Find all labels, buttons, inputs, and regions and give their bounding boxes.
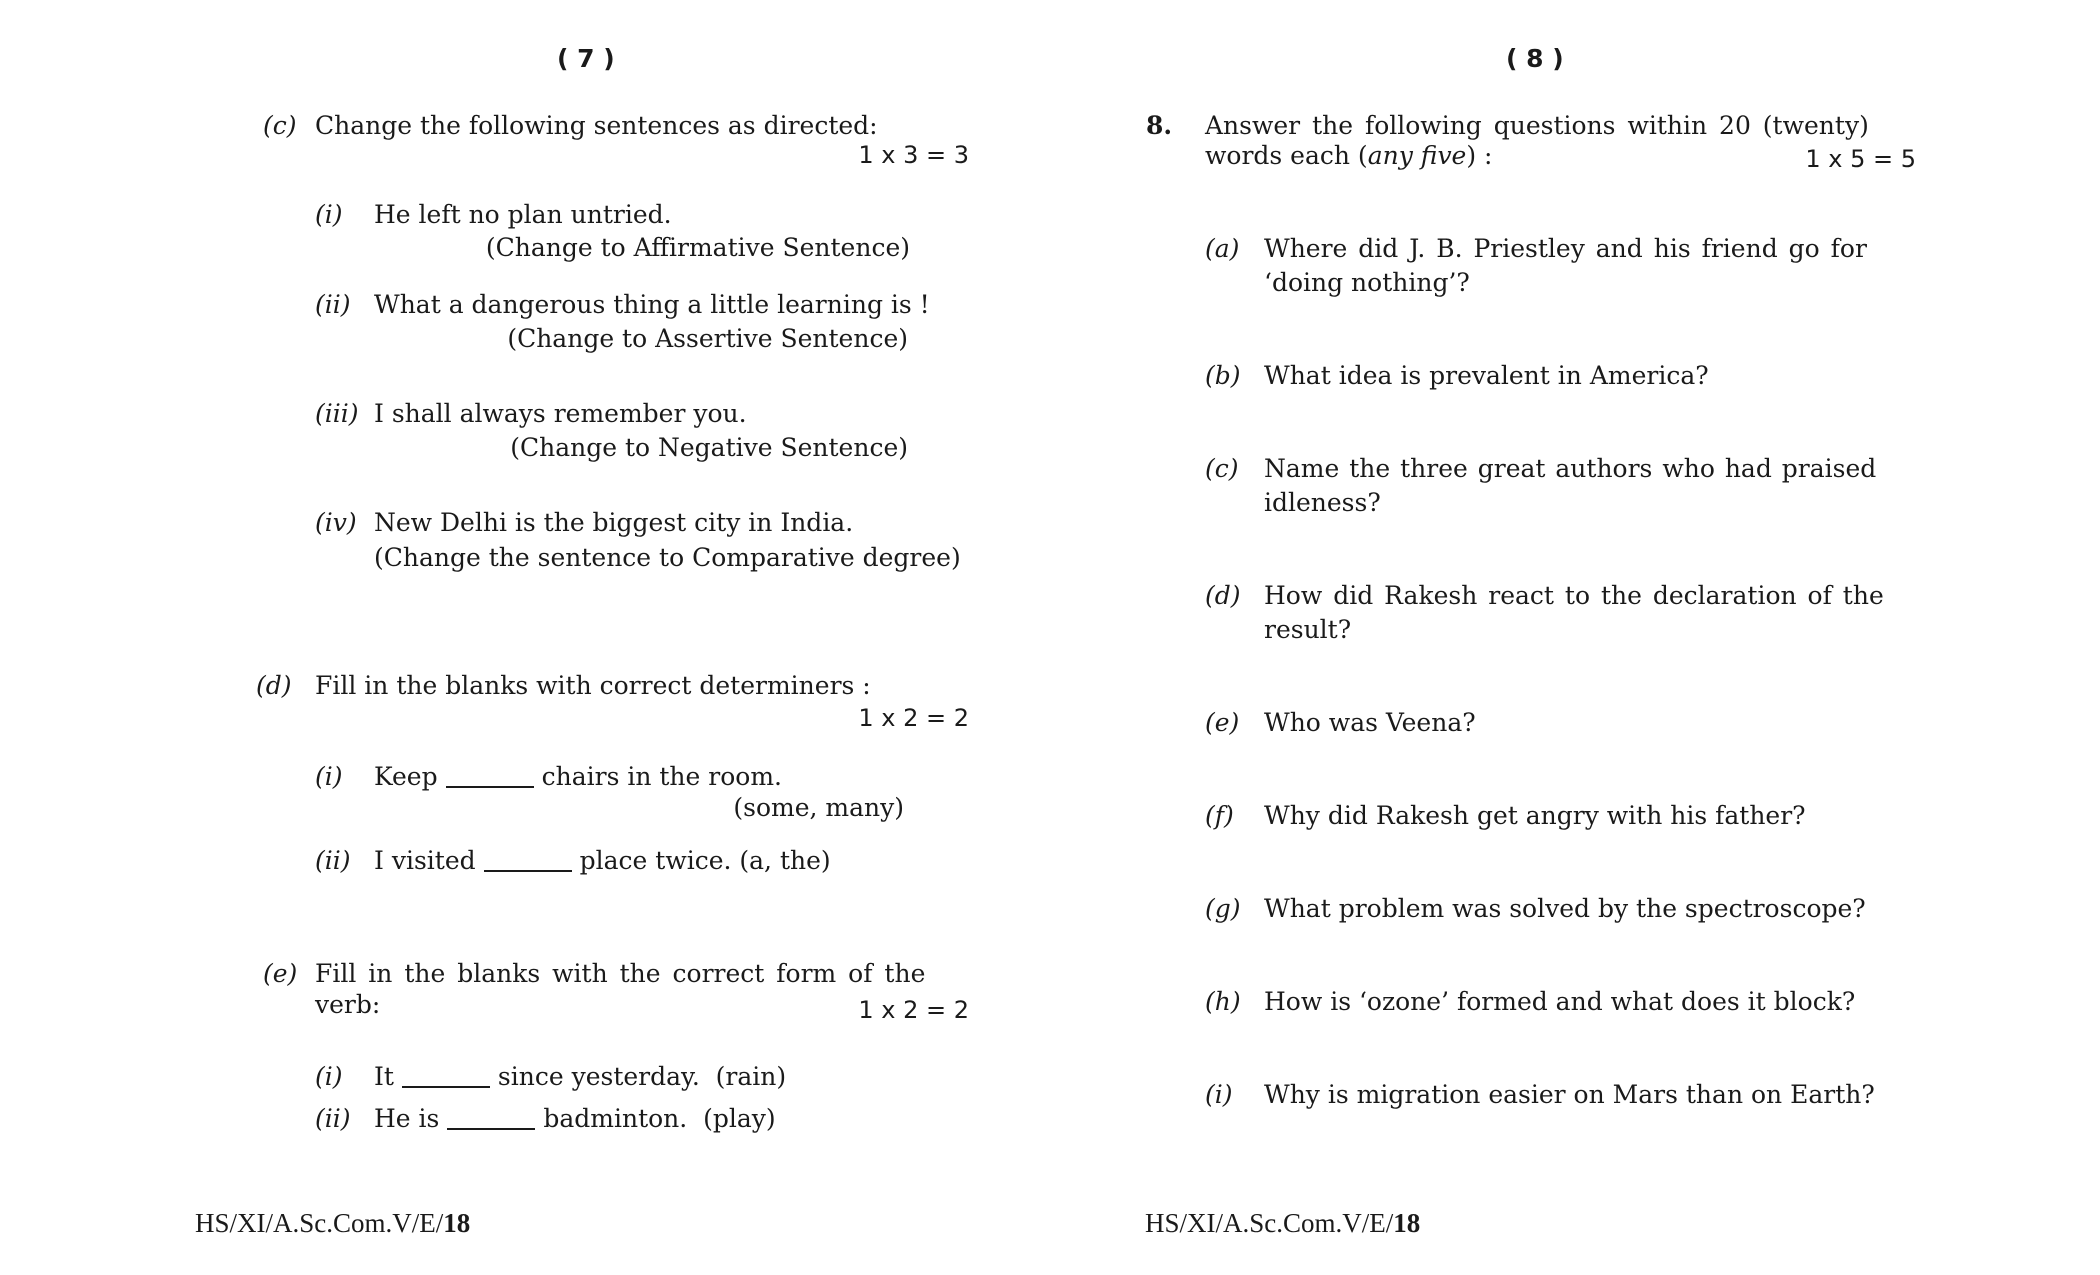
item-direction: (Change the sentence to Comparative degree) [374,543,961,572]
page-number: ( 7 ) [557,44,615,73]
page-number: ( 8 ) [1506,44,1564,73]
fill-blank-sentence [374,848,831,873]
question-instruction: Answer the following questions within 20 (twenty) [1205,111,1869,140]
fill-blank-sentence [374,1064,786,1089]
item-label: (i) [315,1062,343,1091]
section-label: (e) [263,959,298,988]
section-instruction: Fill in the blanks with correct determiners : [315,671,871,700]
sentence-after: since yesterday. (rain) [497,1062,787,1091]
marks: 1 x 2 = 2 [858,996,969,1024]
question-text-cont: idleness? [1264,488,1381,517]
item-label: (ii) [315,1104,351,1133]
item-label: (iv) [315,508,357,537]
question-label: (g) [1205,894,1241,923]
marks: 1 x 2 = 2 [858,704,969,732]
marks: 1 x 5 = 5 [1805,145,1916,173]
question-label: (c) [1205,454,1239,483]
footer-code-number: 18 [443,1208,471,1238]
item-label: (i) [315,762,343,791]
question-label: (b) [1205,361,1241,390]
answer-blank [484,870,572,872]
item-direction: (Change to Assertive Sentence) [507,324,908,353]
sentence-before: I visited [374,846,476,875]
question-text: How is ‘ozone’ formed and what does it block? [1264,987,1856,1016]
item-label: (ii) [315,290,351,319]
fill-blank-sentence [374,764,782,789]
sentence-after: badminton. (play) [543,1104,776,1133]
question-text: What problem was solved by the spectroscope? [1264,894,1866,923]
item-sentence: What a dangerous thing a little learning is ! [374,290,930,319]
question-text: Where did J. B. Priestley and his friend go for [1264,234,1867,263]
question-text-cont: ‘doing nothing’? [1264,268,1470,297]
sentence-before: Keep [374,762,438,791]
question-text: Why did Rakesh get angry with his father? [1264,801,1806,830]
question-label: (d) [1205,581,1241,610]
question-label: (e) [1205,708,1240,737]
item-sentence: He left no plan untried. [374,200,672,229]
question-text: What idea is prevalent in America? [1264,361,1709,390]
footer-code-text: HS/XI/A.Sc.Com.V/E/ [1145,1208,1394,1238]
section-label: (c) [263,111,297,140]
answer-blank [447,1128,535,1130]
sentence-before: He is [374,1104,440,1133]
item-label: (iii) [315,399,359,428]
sentence-after: place twice. (a, the) [579,846,831,875]
question-label: (a) [1205,234,1240,263]
answer-blank [446,786,534,788]
item-label: (i) [315,200,343,229]
sentence-before: It [374,1062,394,1091]
footer-code-number: 18 [1393,1208,1421,1238]
footer-code-text: HS/XI/A.Sc.Com.V/E/ [195,1208,444,1238]
question-instruction-cont [1205,143,1492,168]
answer-blank [402,1086,490,1088]
section-instruction: Change the following sentences as directed: [315,111,878,140]
footer-code [1145,1210,1420,1237]
item-sentence: New Delhi is the biggest city in India. [374,508,854,537]
instruction-text: words each ( [1205,141,1368,170]
question-label: (f) [1205,801,1234,830]
question-text: Name the three great authors who had praised [1264,454,1877,483]
section-label: (d) [256,671,292,700]
question-number: 8. [1146,111,1173,140]
item-direction: (Change to Affirmative Sentence) [485,233,910,262]
section-instruction-cont: verb: [315,990,381,1019]
item-direction: (Change to Negative Sentence) [510,433,908,462]
question-text: Who was Veena? [1264,708,1476,737]
instruction-text-end: ) : [1466,141,1493,170]
question-text-cont: result? [1264,615,1352,644]
instruction-emphasis: any five [1367,141,1467,170]
marks: 1 x 3 = 3 [858,141,969,169]
item-options: (some, many) [733,793,904,822]
footer-code [195,1210,470,1237]
question-label: (i) [1205,1080,1233,1109]
sentence-after: chairs in the room. [541,762,782,791]
item-sentence: I shall always remember you. [374,399,747,428]
question-label: (h) [1205,987,1241,1016]
question-text: Why is migration easier on Mars than on Earth? [1264,1080,1875,1109]
fill-blank-sentence [374,1106,776,1131]
item-label: (ii) [315,846,351,875]
question-text: How did Rakesh react to the declaration of the [1264,581,1884,610]
section-instruction: Fill in the blanks with the correct form of the [315,959,926,988]
